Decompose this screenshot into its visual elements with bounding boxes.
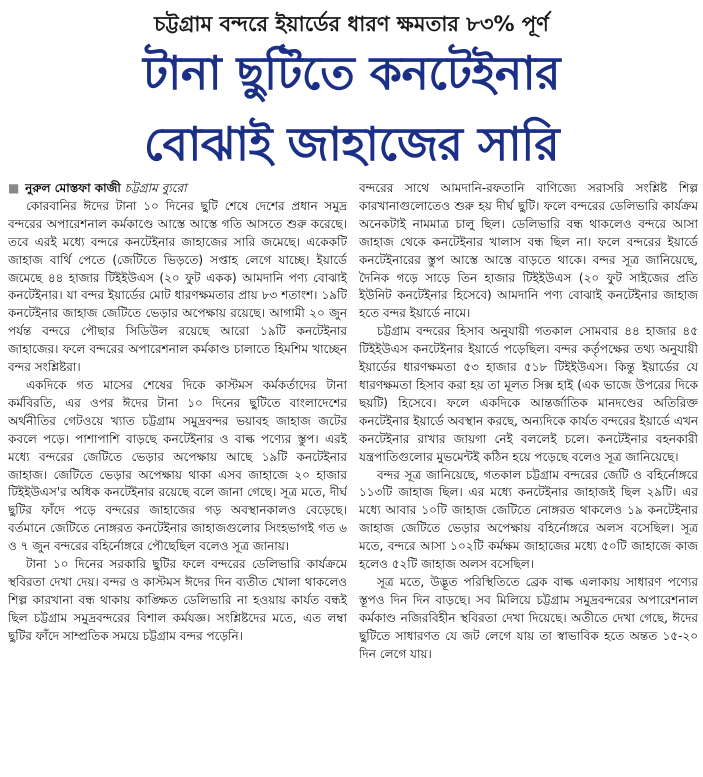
paragraph: একদিকে গত মাসের শেষের দিকে কাস্টমস কর্মকর্তাদের টানা কর্মবিরতি, এর ওপর ঈদের টানা ১০ দিনের ছুটিতে বাংলাদেশের অর্থনীতির গেটওয়ে খ্যাত চট্টগ্রাম সমুদ্রবন্দর ভয়াবহ জাহাজ জটের কবলে পড়ে। পাশাপাশি বাড়ছে কনটেইনার ও বাল্ক পণ্যের স্তুপ। এরই মধ্যে বন্দরের জেটিতে ভেড়ার অপেক্ষায় আছে ১৯টি কনটেইনার জাহাজ। জেটিতে ভেড়ার অপেক্ষায় থাকা এসব জাহাজে ২০ হাজার টিইইউএস'র অধিক কনটেইনার রয়েছে বলে জানা গেছে। সূত্র মতে, দীর্ঘ ছুটির ফাঁদে পড়ে বন্দরের জাহাজের গড় অবস্থানকালও বেড়েছে। বর্তমানে জেটিতে নোঙ্গরত কনটেইনার জাহাজগুলোর সিংহভাগই গত ৬ ও ৭ জুন বন্দরের বহির্নোঙ্গরে পৌছেছিল বলেও সূত্র জানায়।	[8, 377, 347, 554]
article-body	[8, 180, 698, 774]
article-column-left	[8, 180, 347, 774]
byline-author: নুরুল মোস্তফা কাজী	[25, 181, 121, 195]
bullet-icon: ■	[8, 181, 20, 195]
headline-line-2: বোঝাই জাহাজের সারি	[143, 117, 560, 171]
byline	[8, 180, 347, 198]
paragraph: টানা ১০ দিনের সরকারি ছুটির ফলে বন্দরের ডেলিভারি কার্যক্রমে স্থবিরতা দেখা দেয়। বন্দর ও কাস্টমস ঈদের দিন ব্যতীত খোলা থাকলেও শিল্প কারখানা বন্ধ থাকায় কাঙ্ক্ষিত ডেলিভারি না হওয়ায় কার্যত বন্ধই ছিল চট্টগ্রাম সমুদ্রবন্দরের বিশাল কর্মযজ্ঞ। সংশ্লিষ্টদের মতে, এত লম্বা ছুটির ফাঁদে সাম্প্রতিক সময়ে চট্টগ্রাম বন্দর পড়েনি।	[8, 557, 347, 643]
byline-bureau: চট্টগ্রাম ব্যুরো	[124, 181, 187, 195]
kicker: চট্টগ্রাম বন্দরে ইয়ার্ডের ধারণ ক্ষমতার ৮৩% পূর্ণ	[154, 12, 549, 36]
paragraph: কোরবানির ঈদের টানা ১০ দিনের ছুটি শেষে দেশের প্রধান সমুদ্র বন্দরের অপারেশনাল কর্মকাণ্ডে আস্তে আস্তে গতি আসতে শুরু করেছে। তবে এরই মধ্যে বন্দরে কনটেইনার জাহাজের সারি জমেছে। একেকটি জাহাজ বার্থি পেতে (জেটিতে ভিড়তে) সপ্তাহ লেগে যাচ্ছে। ইয়ার্ডে জমেছে ৪৪ হাজার টিইইউএস (২০ ফুট একক) আমদানি পণ্য বোঝাই কনটেইনার। যা বন্দর ইয়ার্ডের মোট ধারণক্ষমতার প্রায় ৮৩ শতাংশ। ১৯টি কনটেইনার জাহাজ জেটিতে ভেড়ার অপেক্ষায় রয়েছে। আগামী ২০ জুন পর্যন্ত বন্দরে পৌছার সিডিউল রয়েছে আরো ১৯টি কনটেইনার জাহাজের। ফলে বন্দরের অপারেশনাল কর্মকাণ্ড চালাতে হিমশিম খাচ্ছেন বন্দর সংশ্লিষ্টরা।	[8, 198, 347, 375]
paragraph: বন্দর সূত্র জানিয়েছে, গতকাল চট্টগ্রাম বন্দরের জেটি ও বহির্নোঙ্গরে ১১৩টি জাহাজ ছিল। এর মধ্যে কনটেইনার জাহাজই ছিল ২৯টি। এর মধ্যে আবার ১০টি জাহাজ জেটিতে নোঙ্গরত থাকলেও ১৯ কনটেইনার জাহাজ জেটিতে ভেড়ার অপেক্ষায় বহির্নোঙ্গরে অলস বসেছিল। সূত্র মতে, বন্দরে আসা ১০২টি কর্মক্ষম জাহাজের মধ্যে ৫০টি জাহাজে কাজ হলেও ৫২টি জাহাজ অলস বসেছিল।	[359, 467, 698, 572]
paragraph: চট্টগ্রাম বন্দরের হিসাব অনুযায়ী গতকাল সোমবার ৪৪ হাজার ৪৫ টিইইউএস কনটেইনার ইয়ার্ডে পড়েছিল। বন্দর কর্তৃপক্ষের তথ্য অনুযায়ী ইয়ার্ডের ধারণক্ষমতা ৫৩ হাজার ৫১৮ টিইইউএস। কিন্তু ইয়ার্ডের যে ধারণক্ষমতা হিসাব করা হয় তা মূলত সিক্স হাই (এক ভাজে উপরের দিকে ছয়টি) হিসেবে। ফলে একদিকে আন্তর্জাতিক মানদণ্ডের অতিরিক্ত কনটেইনার ইয়ার্ডে অবস্থান করছে, অন্যদিকে কার্যত বন্দরের ইয়ার্ডে এখন কনটেইনার রাখার জায়গা নেই বললেই চলে। কনটেইনার বহনকারী যন্ত্রপাতিগুলোর মুভমেন্টই কঠিন হয়ে পড়েছে বলেও সূত্র জানিয়েছে।	[359, 324, 698, 464]
paragraph: সূত্র মতে, উদ্ভূত পরিস্থিতিতে ব্রেক বাল্ক এলাকায় সাধারণ পণ্যের স্তূপও দিন দিন বাড়ছে। সব মিলিয়ে চট্টগ্রাম সমুদ্রবন্দরের অপারেশনাল কর্মকাণ্ড নজিরবিহীন স্থবিরতা দেখা দিয়েছে। অতীতে দেখা গেছে, ঈদের ছুটিতে সাধারণত যে জট লেগে যায় তা স্বাভাবিক হতে অন্তত ১৫-২০ দিন লেগে যায়।	[359, 574, 698, 661]
article-column-right	[359, 180, 698, 774]
headline-line-1: টানা ছুটিতে কনটেইনার	[142, 46, 561, 100]
paragraph: বন্দরের সাথে আমদানি-রফতানি বাণিজ্যে সরাসরি সংশ্লিষ্ট শিল্প কারখানাগুলোতেও শুরু হয় দীর্ঘ ছুটি। ফলে বন্দরের ডেলিভারি কার্যক্রম অনেকটাই নামমাত্র চালু ছিল। ডেলিভারি বন্ধ থাকলেও বন্দরে আসা জাহাজ থেকে কনটেইনার খালাস বন্ধ ছিল না। ফলে বন্দরের ইয়ার্ডে কনটেইনারের স্তুপ আস্তে আস্তে বাড়তে থাকে। বন্দর সূত্র জানিয়েছে, দৈনিক গড়ে সাড়ে তিন হাজার টিইইউএস (২০ ফুট সাইজের প্রতি ইউনিট কনটেইনার হিসেবে) আমদানি পণ্য বোঝাই কনটেইনার জাহাজ হতে বন্দর ইয়ার্ডে নামে।	[359, 181, 698, 321]
